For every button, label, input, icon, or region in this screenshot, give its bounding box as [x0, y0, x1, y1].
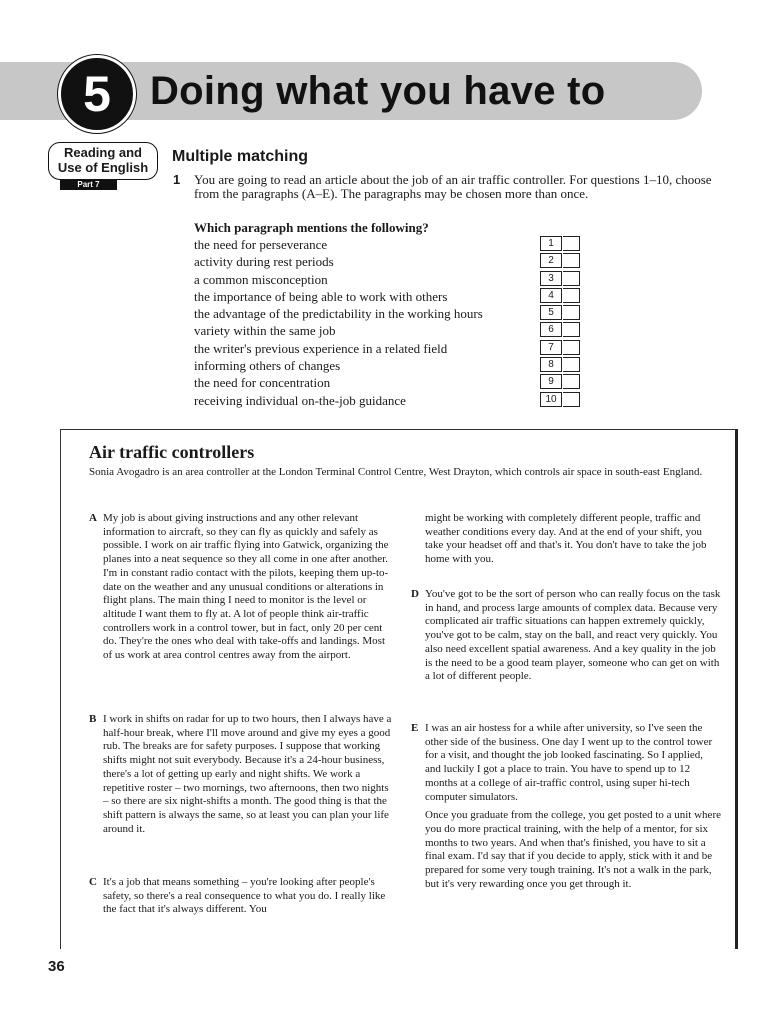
- paragraph-c-continued: might be working with completely different people, traffic and weather conditions every day. And at the end of your shift, you take your headset off and that's it. You don't have to take the job home with you.: [425, 512, 707, 566]
- answer-box[interactable]: 2: [540, 253, 562, 268]
- paragraph-b-block: [89, 713, 394, 836]
- badge-part-tag: Part 7: [60, 180, 117, 190]
- paragraph-text: You've got to be the sort of person who can really focus on the task in hand, and process large amounts of complex data. Because very complicated air traffic situations can happen extremely quickly, you've got to be calm, stay on the ball, and react very quickly. You also need excellent spatial awareness. And a key quality in the job is the need to be a good team player, someone who can get on with a lot of different people.: [425, 588, 721, 683]
- page-number: 36: [48, 958, 65, 975]
- paragraph-text: I work in shifts on radar for up to two hours, then I always have a half-hour break, where I'll move around and give my eyes a good rub. The breaks are for safety purposes. I suppose that working shifts might not suit everybody. Because it's a 24-hour business, there's a lot of getting up early and night shifts. We work a repetitive roster – two mornings, two afternoons, then two nights – so there are six night-shifts a month. The good thing is that the shift pattern is always the same, so at least you can plan your life around it.: [103, 713, 392, 835]
- answer-box[interactable]: 10: [540, 392, 562, 407]
- matching-item-text: activity during rest periods: [194, 254, 334, 270]
- article-intro: Sonia Avogadro is an area controller at the London Terminal Control Centre, West Drayton, which controls air space in south-east England.: [89, 466, 703, 478]
- matching-item: [194, 271, 584, 288]
- paragraph-e: [411, 722, 721, 804]
- answer-box[interactable]: 9: [540, 374, 562, 389]
- paragraph-a: [89, 512, 394, 663]
- matching-item: [194, 236, 584, 253]
- matching-item: [194, 288, 584, 305]
- matching-item-text: informing others of changes: [194, 358, 341, 374]
- paragraph-c: [89, 876, 394, 917]
- paragraph-c-continued-block: [411, 512, 721, 567]
- question-number: 1: [173, 172, 181, 187]
- section-badge: [48, 142, 158, 180]
- answer-box[interactable]: 6: [540, 322, 562, 337]
- paragraph-a-block: [89, 512, 394, 663]
- matching-item: [194, 392, 584, 409]
- unit-number: 5: [58, 55, 136, 133]
- matching-item-text: variety within the same job: [194, 323, 336, 339]
- paragraph-e-block: [411, 722, 721, 891]
- paragraph-letter: D: [411, 588, 419, 600]
- badge-line-1: Reading and: [63, 145, 142, 160]
- paragraph-letter: E: [411, 722, 419, 734]
- matching-item: [194, 322, 584, 339]
- matching-item-text: a common misconception: [194, 271, 328, 287]
- matching-item-text: receiving individual on-the-job guidance: [194, 392, 406, 408]
- paragraph-d-block: [411, 588, 721, 684]
- matching-item-text: the need for concentration: [194, 375, 331, 391]
- task-heading: Multiple matching: [172, 148, 308, 165]
- paragraph-e-second: Once you graduate from the college, you get posted to a unit where you do more practical training, with the help of a mentor, for six months to two years. And when that's finished, you have to sit a final exam. I'd say that if you decide to apply, stick with it and be prepared for some very tough training. It's not a walk in the park, but it's very rewarding once you get through it.: [425, 809, 721, 890]
- task-instructions: You are going to read an article about the job of an air traffic controller. For questions 1–10, choose from the paragraphs (A–E). The paragraphs may be chosen more than once.: [194, 172, 712, 201]
- answer-box[interactable]: 5: [540, 305, 562, 320]
- matching-item: [194, 253, 584, 270]
- matching-item: [194, 374, 584, 391]
- answer-box[interactable]: 4: [540, 288, 562, 303]
- paragraph-letter: C: [89, 876, 97, 888]
- badge-line-2: Use of English: [57, 160, 149, 175]
- answer-box[interactable]: 3: [540, 271, 562, 286]
- paragraph-text: It's a job that means something – you're looking after people's safety, so there's a real consequence to what you do. I really like the fact that it's always different. You: [103, 876, 386, 916]
- matching-item-text: the importance of being able to work with others: [194, 288, 448, 304]
- matching-item-text: the writer's previous experience in a related field: [194, 340, 448, 356]
- answer-box[interactable]: 7: [540, 340, 562, 355]
- question-heading: Which paragraph mentions the following?: [194, 220, 429, 235]
- paragraph-text: My job is about giving instructions and any other relevant information to aircraft, so they can fly as quickly and safely as possible. I work on air traffic flying into Gatwick, organizing the planes into a neat sequence so they all come in one after another. I'm in constant radio contact with the pilots, keeping them up-to-date on the weather and any unusual conditions or alterations in flight plans. The main thing I need to monitor is the level or altitude I want them to fly at. A lot of people think air-traffic controllers work in a control tower, but in fact, only 20 per cent do. They're the ones who deal with take-offs and landings. Most of us work at area control centres away from the airport.: [103, 512, 389, 662]
- matching-items-list: [194, 236, 584, 409]
- answer-box[interactable]: 8: [540, 357, 562, 372]
- paragraph-b: [89, 713, 394, 836]
- matching-item-text: the advantage of the predictability in the working hours: [194, 306, 483, 322]
- matching-item-text: the need for perseverance: [194, 237, 328, 252]
- paragraph-c-block: [89, 876, 394, 917]
- paragraph-letter: B: [89, 713, 97, 725]
- matching-item: [194, 305, 584, 322]
- article-title: Air traffic controllers: [89, 442, 255, 462]
- paragraph-text: I was an air hostess for a while after university, so I've seen the other side of the business. One day I went up to the control tower for a visit, and thought the job looked fascinating. So I applied, and luckily I got a place to train. You have to spend up to 12 months at a college of air-traffic control, using super hi-tech computer simulators.: [425, 722, 713, 803]
- unit-title: Doing what you have to: [150, 69, 606, 113]
- matching-item: [194, 357, 584, 374]
- matching-item: [194, 340, 584, 357]
- paragraph-letter: A: [89, 512, 97, 524]
- answer-box[interactable]: 1: [540, 236, 562, 251]
- paragraph-d: [411, 588, 721, 684]
